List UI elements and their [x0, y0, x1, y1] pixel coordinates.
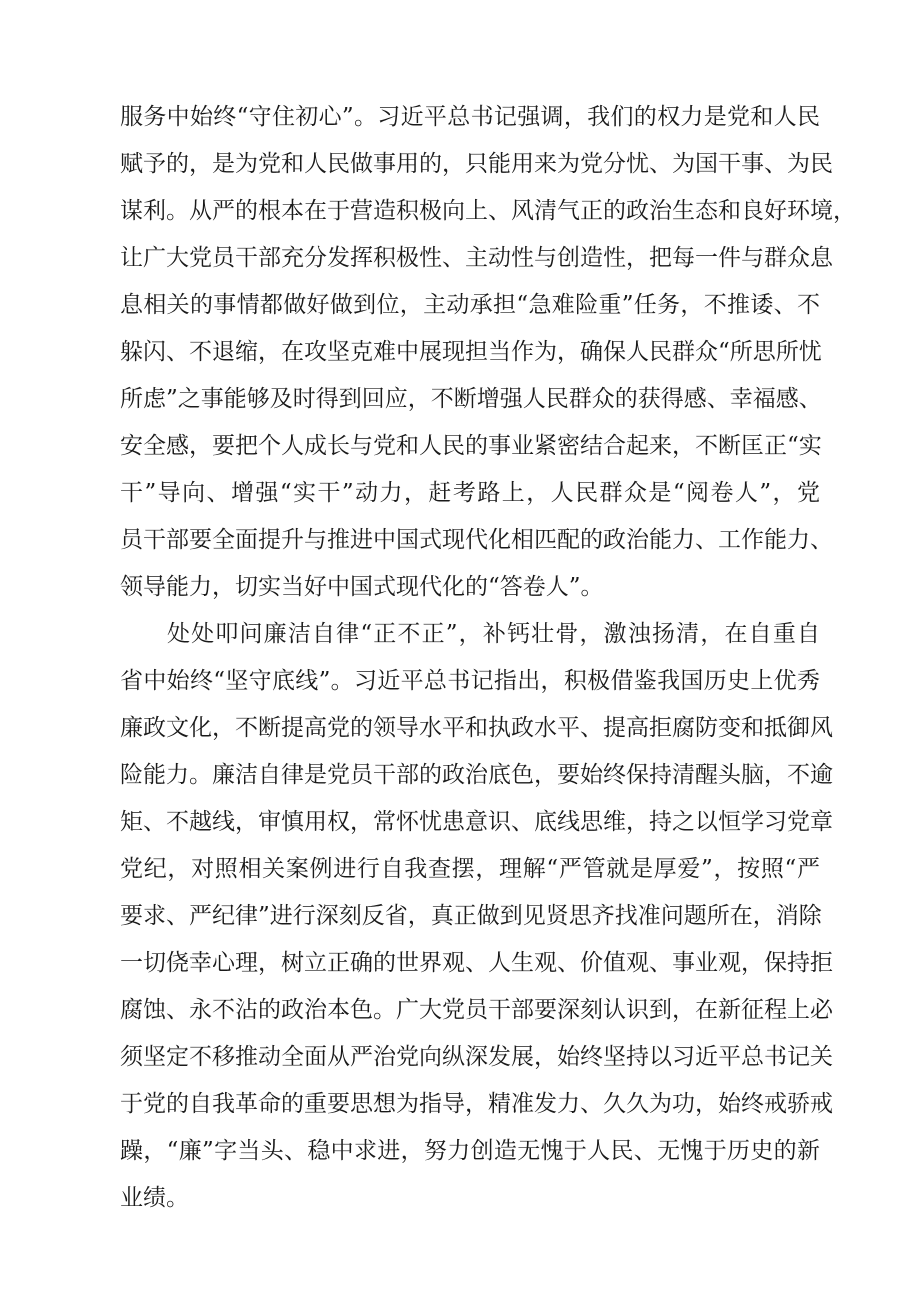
- paragraph-line: 服务中始终“守住初心”。习近平总书记强调，我们的权力是党和人民: [120, 104, 820, 130]
- paragraph-line: 员干部要全面提升与推进中国式现代化相匹配的政治能力、工作能力、: [120, 527, 833, 553]
- paragraph-line: 让广大党员干部充分发挥积极性、主动性与创造性，把每一件与群众息: [120, 245, 833, 271]
- paragraph-line: 躁，“廉”字当头、稳中求进，努力创造无愧于人民、无愧于历史的新: [120, 1138, 820, 1164]
- paragraph-line: 处处叩问廉洁自律“正不正”，补钙壮骨，激浊扬清，在自重自: [167, 621, 820, 647]
- paragraph-line: 要求、严纪律”进行深刻反省，真正做到见贤思齐找准问题所在，消除: [120, 903, 822, 929]
- paragraph-line: 党纪，对照相关案例进行自我查摆，理解“严管就是厚爱”，按照“严: [120, 856, 820, 882]
- paragraph-line: 安全感，要把个人成长与党和人民的事业紧密结合起来，不断匡正“实: [120, 433, 822, 459]
- paragraph-line: 躲闪、不退缩，在攻坚克难中展现担当作为，确保人民群众“所思所忧: [120, 339, 822, 365]
- paragraph-line: 矩、不越线，审慎用权，常怀忧患意识、底线思维，持之以恒学习党章: [120, 809, 833, 835]
- paragraph-line: 谋利。从严的根本在于营造积极向上、风清气正的政治生态和良好环境，: [120, 198, 856, 224]
- paragraph-line: 赋予的，是为党和人民做事用的，只能用来为党分忧、为国干事、为民: [120, 151, 833, 177]
- paragraph-line: 腐蚀、永不沾的政治本色。广大党员干部要深刻认识到，在新征程上必: [120, 997, 833, 1023]
- paragraph-line: 业绩。: [120, 1185, 189, 1211]
- paragraph-line: 一切侥幸心理，树立正确的世界观、人生观、价值观、事业观，保持拒: [120, 950, 833, 976]
- paragraph-line: 息相关的事情都做好做到位，主动承担“急难险重”任务，不推诿、不: [120, 292, 820, 318]
- paragraph-line: 于党的自我革命的重要思想为指导，精准发力、久久为功，始终戒骄戒: [120, 1091, 833, 1117]
- paragraph-line: 省中始终“坚守底线”。习近平总书记指出，积极借鉴我国历史上优秀: [120, 668, 820, 694]
- paragraph-line: 廉政文化，不断提高党的领导水平和执政水平、提高拒腐防变和抵御风: [120, 715, 833, 741]
- paragraph-line: 须坚定不移推动全面从严治党向纵深发展，始终坚持以习近平总书记关: [120, 1044, 833, 1070]
- paragraph-line: 领导能力，切实当好中国式现代化的“答卷人”。: [120, 574, 604, 600]
- paragraph-line: 干”导向、增强“实干”动力，赶考路上，人民群众是“阅卷人”，党: [120, 480, 820, 506]
- paragraph-line: 险能力。廉洁自律是党员干部的政治底色，要始终保持清醒头脑，不逾: [120, 762, 833, 788]
- paragraph-line: 所虑”之事能够及时得到回应，不断增强人民群众的获得感、幸福感、: [120, 386, 822, 412]
